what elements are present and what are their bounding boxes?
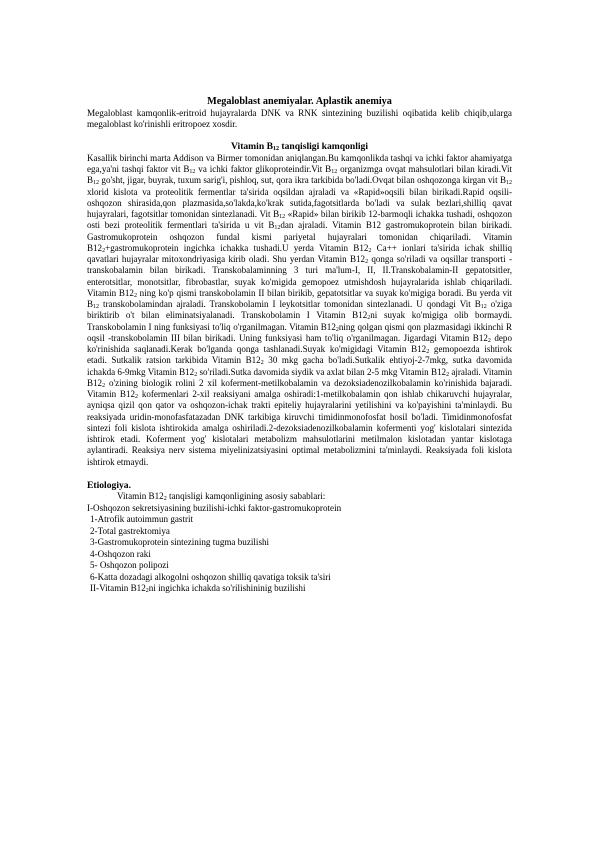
subscript: 12 <box>279 214 286 221</box>
subscript: 2 <box>194 371 198 378</box>
subscript: 12 <box>480 304 487 311</box>
body-text-segment: so'riladi.Sutka davomida siydik va axlat bilan 2-5 mkg Vitamin B12 <box>197 366 447 377</box>
body-text-segment: gemopoezda ishtirok etadi. Sutkalik ratsion tarkibida Vitamin B12 <box>87 344 512 366</box>
section-title: Vitamin $B_{12}$ tanqisligi kamqonligi <box>230 141 369 153</box>
body-text-segment: ning ko'p qismi transkobolamin II bilan birikib, gepatotsitlar va suyak ko'migiga boradi. Bu yerda vit B <box>87 287 512 310</box>
etiology-list <box>87 491 512 594</box>
subscript: 2 <box>426 349 430 356</box>
body-text-segment: ni suyak ko'migiga olib bormaydi. Transkobolamin I ning funksiyasi to'liq o'rganilmagan. Vitamin B12 <box>87 310 512 332</box>
etiology-group-1: I-Oshqozon sekretsiyasining buzilishi-ichki faktor-gastromukoprotein <box>87 502 342 513</box>
subscript: 2 <box>365 259 369 266</box>
body-text-segment: ning qolgan qismi qon plazmasidagi ikkinchi R oqsil -transkobolamin III bilan birikadi. Uning funksiyasi ham to'liq o'rganilmagan. Jigardagi Vitamin B12 <box>87 321 512 343</box>
body-text-segment: o'zining biologik rolini 2 xil koferment-metilkobalamin va dezoksiadenozilkobalamin ko'rinishida bajaradi. Vitamin B12 <box>87 377 512 400</box>
subscript: 12 <box>274 225 281 232</box>
body-text-segment: xlorid kislota va proteolitik fermentlar ta'sirida oqsildan ajraladi va «Rapid»oqsili bilan birikadi.Rapid oqsili-oshqozon shirasida,qon plazmasida,so'lakda,ko'krak sutida,fagotsitlarda bo'ladi va sulak bezlari,shilliq qavat hujayralari, fagotsitlar tomonidan sintezlanadi. Vit B <box>87 186 512 220</box>
etiology-item: 2-Total gastrektomiya <box>90 525 170 536</box>
subscript: 2 <box>102 247 106 254</box>
etiology-item: 1-Atrofik autoimmun gastrit <box>90 514 194 525</box>
intro-paragraph: Megaloblast kamqonlik-eritroid hujayralarda DNK va RNK sintezining buzilishi oqibatida kelib chiqib,ularga megaloblast ko'rinishli eritropoez xosdir. <box>87 108 512 130</box>
body-text-segment: kofermenlari 2-xil reaksiyani amalga oshiradi:1-metilkobalamin qon ishlab chikaruvchi hujayralar, ayniqsa qizil qon qator va oshqozon-ichak trakti epiteliy hujayralarini yetilishini va ko'payishini ta'minlaydi. Bu reaksiyada uridin-monofasfatazadan DNK tarkibiga kiruvchi timidinmonofosfat hosil bo'ladi. Timidinmonofosfat sintezi foli kislota ishtirokida amalga oshiriladi.2-dezoksiadenozilkobalamin kofermenti yog' kislotalari sintezida ishtirok etadi. Koferment yog' kislotalari metabolizm mahsulotlarini metilmalon kislotadan yantar kislotaga aylantiradi. Reaksiya nerv sistema miyelinizatsiyasini optimal metabolizmini ta'minlaydi. Reaksiyada foli kislota ishtirok etmaydi. <box>87 389 512 467</box>
body-text-segment: +gastromukoprotein ingichka ichakka tushadi.U yerda Vitamin B12 <box>105 242 369 253</box>
subscript: 2 <box>368 247 372 254</box>
etiology-title: Etiologiya. <box>87 479 131 491</box>
subscript: 2 <box>102 382 106 389</box>
body-text-segment: va ichki faktor glikoproteindir.Vit B <box>195 164 332 175</box>
body-text-segment: Kasallik birinchi marta Addison va Birmer tomonidan aniqlangan.Bu kamqonlikda tashqi va ichki faktor ahamiyatga ega,ya'ni tashqi faktor vit B <box>87 152 512 175</box>
body-text-segment: «Rapid» bilan birikib 12-barmoqli ichakka tushadi, oshqozon osti bezi proteolitik fermentlari ta'sirida u vit B <box>87 209 512 231</box>
body-text-segment: ajraladi. Vitamin B12 <box>87 366 512 388</box>
etiology-item: 3-Gastromukoprotein sintezining tugma buzilishi <box>90 537 270 548</box>
subscript: 2 <box>367 315 371 322</box>
subscript: 12 <box>93 180 100 187</box>
subscript: 2 <box>135 394 139 401</box>
body-text-segment: Ca++ ionlari ta'sirida ichak shilliq qavatlari hujayralar mitoxondriyasiga kirib oladi. Shu yerdan Vitamin B12 <box>87 242 512 265</box>
subscript: 12 <box>93 304 100 311</box>
subscript: 2 <box>133 292 137 299</box>
etiology-item: 5- Oshqozon polipozi <box>90 560 169 571</box>
document-title: Megaloblast anemiyalar. Aplastik anemiya <box>207 96 392 107</box>
body-paragraph <box>87 153 512 468</box>
etiology-lead: Vitamin $B12_2$ tanqisligi kamqonligining asosiy sabablari: <box>117 491 326 503</box>
body-text-segment: go'sht, jigar, buyrak, tuxum sarig'i, pishloq, sut, qora ikra tarkibida bo'ladi.Ovqat bilan oshqozonga kirgan vit B <box>99 175 506 186</box>
subscript: 2 <box>335 326 339 333</box>
body-text-segment: o'ziga biriktirib o't bilan eliminatsiyalanadi. Transkobolamin I Vitamin B12 <box>87 299 512 321</box>
subscript: 2 <box>487 337 491 344</box>
subscript: 2 <box>260 360 264 367</box>
body-text-segment: gastromukoprotein bilan birikadi. Gastromukoprotein oshqozon fundal kismi pariyetal hujayralari tomonidan chiqariladi. Vitamin B12 <box>87 220 512 253</box>
etiology-group-2: II-Vitamin $B12_2ni$ ingichka ichakda so'rilishininig buzilishi <box>90 583 306 595</box>
body-text-segment: transkobolamindan ajraladi. Transkobolamin I leykotsitlar tomonidan sintezlanadi. U qondagi Vit B <box>99 299 481 310</box>
document-page <box>87 96 512 594</box>
body-text-segment: organizmga ovqat mahsulotlari bilan kiradi.Vit B <box>87 164 513 186</box>
etiology-item: 6-Katta dozadagi alkogolni oshqozon shilliq qavatiga toksik ta'siri <box>90 571 331 582</box>
etiology-item: 4-Oshqozon raki <box>90 548 151 559</box>
body-text-segment: qonga so'riladi va oqsillar transporti -transkobalamin bilan birikadi. Transkobalaminning 3 turi ma'lum-I, II, II.Transkobalamin-II gepatotsitler, enterotsitlar, monotsitlar, fibrobastlar, suyak ko'migida gemopoez utmishdosh hujayralarida ishlab chiqariladi. Vitamin B12 <box>87 254 512 298</box>
body-text-segment: 30 mkg gacha bo'ladi.Sutkalik ehtiyoj-2-7mkg, sutka davomida ichakda 6-9mkg Vitamin B12 <box>87 355 512 377</box>
body-text-segment: depo ko'rinishida saqlanadi.Kerak bo'lganda qonga tashlanadi.Suyak ko'migidagi Vitamin B12 <box>87 332 512 355</box>
subscript: 12 <box>506 180 512 187</box>
subscript: 12 <box>189 169 196 176</box>
body-text-segment: dan ajraladi. Vitamin B12 <box>280 220 382 231</box>
subscript: 2 <box>446 371 450 378</box>
subscript: 12 <box>331 169 338 176</box>
